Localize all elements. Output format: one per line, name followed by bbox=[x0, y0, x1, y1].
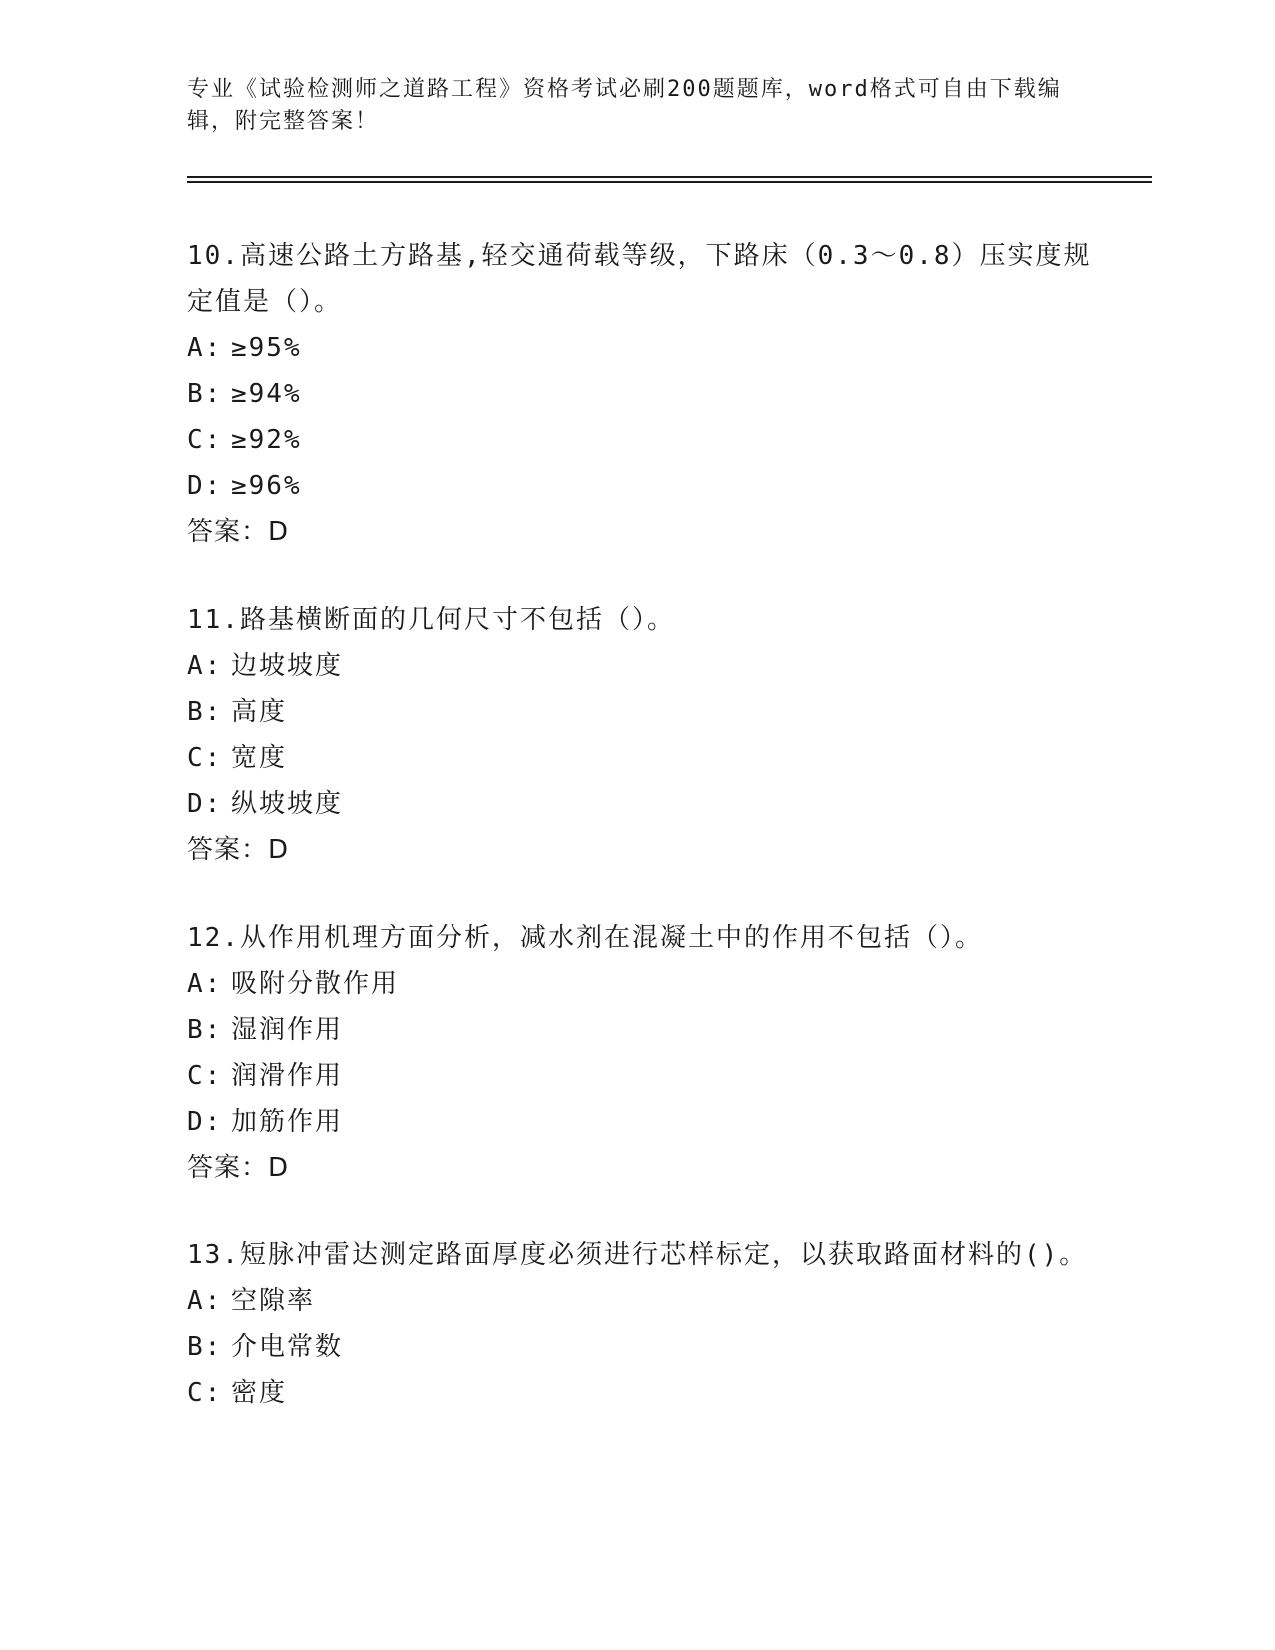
option-letter: A: bbox=[187, 651, 223, 681]
option-letter: A: bbox=[187, 333, 223, 363]
question-11 bbox=[187, 597, 1107, 873]
option-d bbox=[187, 781, 1107, 827]
question-12 bbox=[187, 915, 1107, 1191]
header-divider-top bbox=[187, 176, 1152, 178]
option-letter: C: bbox=[187, 425, 223, 455]
option-text: 吸附分散作用 bbox=[231, 969, 400, 999]
option-a bbox=[187, 961, 1107, 1007]
header-divider-bottom bbox=[187, 181, 1152, 183]
option-text: 润滑作用 bbox=[231, 1061, 344, 1091]
option-c bbox=[187, 735, 1107, 781]
option-c bbox=[187, 417, 1107, 463]
question-10 bbox=[187, 233, 1107, 555]
option-text: 宽度 bbox=[231, 743, 288, 773]
option-letter: C: bbox=[187, 743, 223, 773]
option-a bbox=[187, 1278, 1107, 1324]
option-text: 加筋作用 bbox=[231, 1107, 344, 1137]
option-c bbox=[187, 1370, 1107, 1416]
option-text: ≥92% bbox=[231, 425, 302, 455]
option-text: 空隙率 bbox=[231, 1286, 316, 1316]
option-letter: D: bbox=[187, 471, 223, 501]
option-text: 介电常数 bbox=[231, 1332, 344, 1362]
option-a bbox=[187, 325, 1107, 371]
option-letter: B: bbox=[187, 379, 223, 409]
option-letter: C: bbox=[187, 1061, 223, 1091]
option-text: 边坡坡度 bbox=[231, 651, 344, 681]
option-text: 高度 bbox=[231, 697, 288, 727]
option-d bbox=[187, 1099, 1107, 1145]
option-letter: B: bbox=[187, 1015, 223, 1045]
option-b bbox=[187, 371, 1107, 417]
option-c bbox=[187, 1053, 1107, 1099]
option-text: ≥95% bbox=[231, 333, 302, 363]
option-letter: B: bbox=[187, 1332, 223, 1362]
option-a bbox=[187, 643, 1107, 689]
option-letter: D: bbox=[187, 1107, 223, 1137]
question-stem: 12.从作用机理方面分析，减水剂在混凝土中的作用不包括（）。 bbox=[187, 923, 983, 953]
question-stem: 13.短脉冲雷达测定路面厚度必须进行芯样标定，以获取路面材料的()。 bbox=[187, 1240, 1088, 1270]
option-letter: B: bbox=[187, 697, 223, 727]
option-letter: D: bbox=[187, 789, 223, 819]
option-letter: A: bbox=[187, 1286, 223, 1316]
option-text: 湿润作用 bbox=[231, 1015, 344, 1045]
answer-line: 答案：D bbox=[187, 517, 290, 547]
option-text: 密度 bbox=[231, 1378, 288, 1408]
header-text: 专业《试验检测师之道路工程》资格考试必刷200题题库，word格式可自由下载编辑，附完整答案！ bbox=[187, 77, 1062, 134]
answer-line: 答案：D bbox=[187, 1153, 290, 1183]
option-letter: C: bbox=[187, 1378, 223, 1408]
option-letter: A: bbox=[187, 969, 223, 999]
question-13 bbox=[187, 1232, 1107, 1416]
option-text: ≥94% bbox=[231, 379, 302, 409]
answer-line: 答案：D bbox=[187, 835, 290, 865]
option-text: 纵坡坡度 bbox=[231, 789, 344, 819]
option-d bbox=[187, 463, 1107, 509]
option-b bbox=[187, 689, 1107, 735]
question-stem: 11.路基横断面的几何尺寸不包括（）。 bbox=[187, 605, 675, 635]
option-b bbox=[187, 1324, 1107, 1370]
document-header bbox=[187, 74, 1087, 138]
option-b bbox=[187, 1007, 1107, 1053]
option-text: ≥96% bbox=[231, 471, 302, 501]
question-stem: 10.高速公路土方路基,轻交通荷载等级，下路床（0.3～0.8）压实度规定值是（）。 bbox=[187, 241, 1092, 317]
